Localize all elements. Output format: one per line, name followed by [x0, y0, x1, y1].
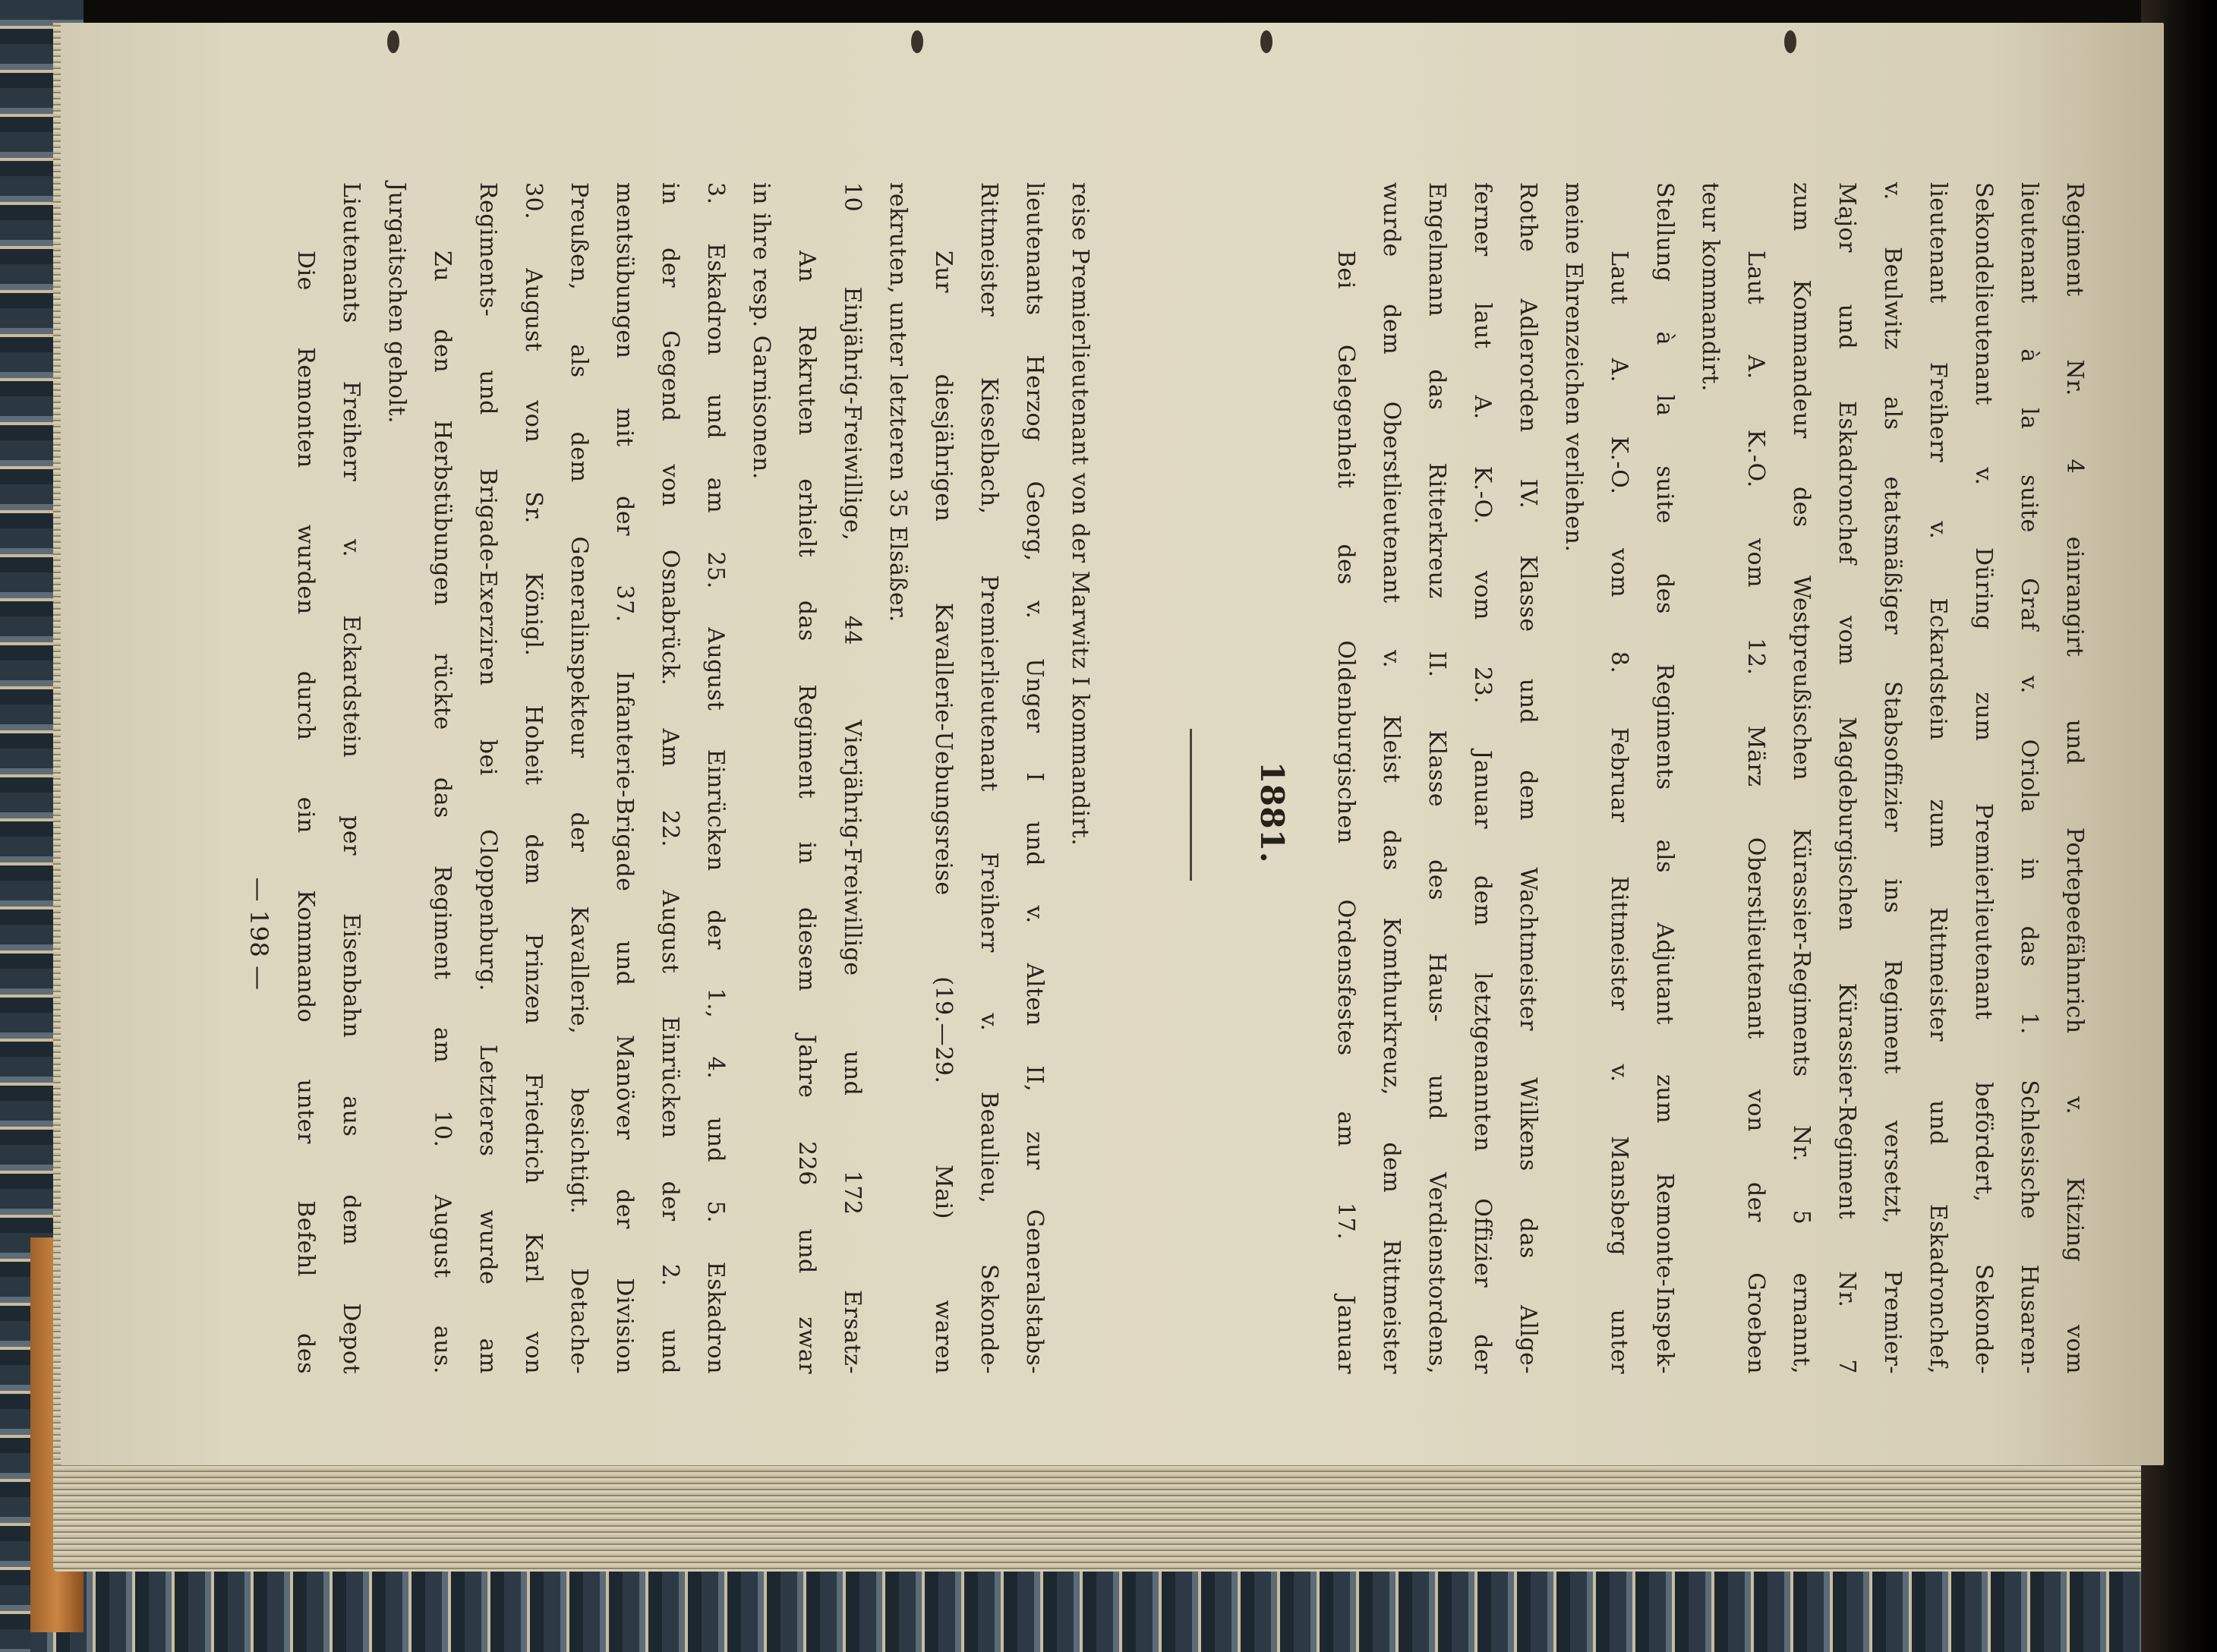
text-line: Major und Eskadronchef vom Magdeburgischen Kürassier-Regiment Nr. 7 [1834, 182, 1860, 1374]
text-line: Die Remonten wurden durch ein Kommando unter Befehl des [292, 251, 319, 1374]
text-line: meine Ehrenzeichen verliehen. [1560, 182, 1587, 553]
text-line: lieutenant Freiherr v. Eckardstein zum Rittmeister und Eskadronchef, [1925, 182, 1951, 1374]
text-line: Lieutenants Freiherr v. Eckardstein per Eisenbahn aus dem Depot [338, 182, 364, 1374]
text-line: v. Beulwitz als etatsmäßiger Stabsoffizier ins Regiment versetzt, Premier- [1879, 182, 1906, 1374]
section-rule [1190, 729, 1192, 881]
text-line: in der Gegend von Osnabrück. Am 22. August Einrücken der 2. und [657, 182, 683, 1374]
text-line: Regiments- und Brigade-Exerziren bei Cloppenburg. Letzteres wurde am [475, 182, 501, 1374]
text-line: An Rekruten erhielt das Regiment in diesem Jahre 226 und zwar [793, 251, 820, 1374]
text-line: reise Premierlieutenant von der Marwitz I kommandirt. [1067, 182, 1093, 846]
text-line: 3. Eskadron und am 25. August Einrücken der 1., 4. und 5. Eskadron [702, 182, 729, 1374]
text-line: 30. August von Sr. Königl. Hoheit dem Prinzen Friedrich Karl von [520, 182, 547, 1374]
text-line: Sekondelieutenant v. Düring zum Premierlieutenant befördert, Sekonde- [1970, 182, 1997, 1374]
text-line: wurde dem Oberstlieutenant v. Kleist das Komthurkreuz, dem Rittmeister [1378, 182, 1405, 1374]
text-line: ferner laut A. K.-O. vom 23. Januar dem letztgenannten Offizier der [1469, 182, 1496, 1374]
text-line: 10 Einjährig-Freiwillige, 44 Vierjährig-Freiwillige und 172 Ersatz- [839, 182, 866, 1374]
text-line: Laut A. K.-O. vom 8. Februar Rittmeister v. Mansberg unter [1606, 251, 1632, 1374]
text-line: lieutenants Herzog Georg, v. Unger I und v. Alten II, zur Generalstabs- [1021, 182, 1048, 1374]
text-line: Rothe Adlerorden IV. Klasse und dem Wachtmeister Wilkens das Allge- [1515, 182, 1541, 1374]
text-line: Laut A. K.-O. vom 12. März Oberstlieutenant von der Groeben [1742, 251, 1769, 1374]
text-line: zum Kommandeur des Westpreußischen Kürassier-Regiments Nr. 5 ernannt, [1788, 182, 1815, 1374]
text-line: Bei Gelegenheit des Oldenburgischen Ordensfestes am 17. Januar [1332, 251, 1359, 1374]
text-line: Engelmann das Ritterkreuz II. Klasse des Haus- und Verdienstordens, [1424, 182, 1450, 1374]
year-heading: 1881. [1254, 761, 1291, 864]
text-line: Stellung à la suite des Regiments als Adjutant zum Remonte-Inspek- [1651, 182, 1678, 1374]
text-line: Zur diesjährigen Kavallerie-Uebungsreise (19.—29. Mai) waren [930, 251, 957, 1374]
text-line: in ihre resp. Garnisonen. [748, 182, 774, 480]
text-line: Zu den Herbstübungen rückte das Regiment am 10. August aus. [429, 251, 456, 1374]
text-line: teur kommandirt. [1697, 182, 1723, 393]
text-line: Preußen, als dem Generalinspekteur der Kavallerie, besichtigt. Detache- [566, 182, 592, 1374]
text-line: Rittmeister Kieselbach, Premierlieutenant Freiherr v. Beaulieu, Sekonde- [976, 182, 1002, 1374]
text-line: Jurgaitschen geholt. [383, 182, 410, 424]
text-line: mentsübungen mit der 37. Infanterie-Brigade und Manöver der Division [611, 182, 638, 1374]
text-line: lieutenant à la suite Graf v. Oriola in das 1. Schlesische Husaren- [2016, 182, 2042, 1374]
text-line: Regiment Nr. 4 einrangirt und Portepeefähnrich v. Kitzing vom [2061, 182, 2088, 1374]
text-line: rekruten, unter letzteren 35 Elsäßer. [885, 182, 911, 623]
page-number: — 198 — [244, 877, 273, 991]
